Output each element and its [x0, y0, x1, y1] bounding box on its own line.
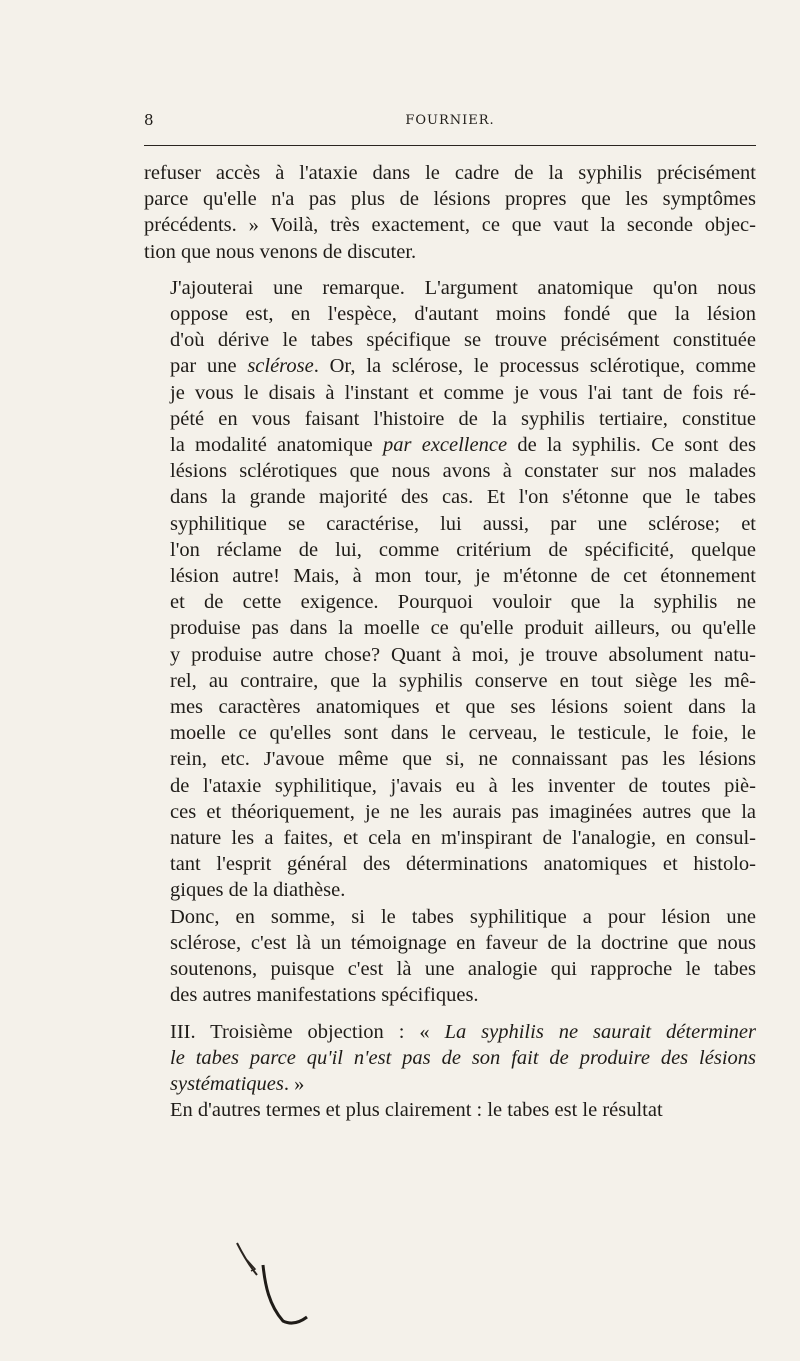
text-line: pété en vous faisant l'histoire de la syphilis tertiaire, constitue: [170, 407, 756, 430]
text-line: III. Troisième objection : « La syphilis ne saurait déterminer: [170, 1020, 756, 1043]
text-line: [144, 1045, 756, 1071]
paragraph: [144, 1097, 756, 1123]
text-line: oppose est, en l'espèce, d'autant moins fondé que la lésion: [170, 303, 756, 326]
italic-text: La syphilis ne saurait déterminer: [444, 1020, 756, 1043]
text-line: lésions sclérotiques que nous avons à constater sur nos malades: [170, 460, 756, 483]
text-line: par une sclérose. Or, la sclérose, le processus sclérotique, comme: [170, 355, 756, 378]
italic-text: le tabes parce qu'il n'est pas de son fait de produire des lésions: [170, 1046, 756, 1069]
text-line: Donc, en somme, si le tabes syphilitique a pour lésion une: [170, 905, 756, 928]
text-line: rein, etc. J'avoue même que si, ne connaissant pas les lésions: [170, 748, 756, 771]
text-line: d'où dérive le tabes spécifique se trouve précisément constituée: [170, 329, 756, 352]
text-line: soutenons, puisque c'est là une analogie qui rapproche le tabes: [170, 958, 756, 981]
text-line: moelle ce qu'elles sont dans le cerveau, le testicule, le foie, le: [170, 722, 756, 745]
text-line: l'on réclame de lui, comme critérium de spécificité, quelque: [170, 538, 756, 561]
text-line: des autres manifestations spécifiques.: [170, 984, 479, 1007]
text-line: y produise autre chose? Quant à moi, je trouve absolument natu-: [170, 643, 756, 666]
text-line: refuser accès à l'ataxie dans le cadre de la syphilis précisément: [144, 162, 756, 184]
text-line: lésion autre! Mais, à mon tour, je m'étonne de cet étonnement: [170, 565, 756, 588]
text-line: précédents. » Voilà, très exactement, ce que vaut la seconde objec-: [144, 214, 756, 237]
paragraph: [144, 160, 756, 265]
text-line: de l'ataxie syphilitique, j'avais eu à les inventer de toutes piè-: [170, 774, 756, 797]
text-line: systématiques. »: [170, 1072, 305, 1095]
italic-text: sclérose: [247, 355, 314, 378]
text-line: la modalité anatomique par excellence de la syphilis. Ce sont des: [170, 434, 756, 457]
text-line: nature les a faites, et cela en m'inspirant de l'analogie, en consul-: [170, 827, 756, 850]
text-line: produise pas dans la moelle ce qu'elle produit ailleurs, ou qu'elle: [170, 617, 756, 640]
text-line: tant l'esprit général des déterminations anatomiques et histolo-: [170, 853, 756, 876]
paragraph: [144, 275, 756, 904]
text-line: ces et théoriquement, je ne les aurais pas imaginées autres que la: [170, 800, 756, 823]
italic-text: par excellence: [382, 434, 508, 457]
page-number: 8: [144, 111, 154, 129]
running-title: FOURNIER.: [405, 113, 495, 128]
italic-text: systématiques: [170, 1072, 284, 1095]
body-text: [144, 160, 756, 1123]
text-line: dans la grande majorité des cas. Et l'on s'étonne que le tabes: [170, 486, 756, 509]
text-line: giques de la diathèse.: [170, 879, 346, 902]
text-line: parce qu'elle n'a pas plus de lésions propres que les symptômes: [144, 188, 756, 211]
text-line: syphilitique se caractérise, lui aussi, par une sclérose; et: [170, 512, 756, 535]
pen-stroke-mark: [225, 1235, 315, 1330]
text-line: J'ajouterai une remarque. L'argument anatomique qu'on nous: [170, 276, 756, 299]
text-line: je vous le disais à l'instant et comme je vous l'ai tant de fois ré-: [170, 381, 756, 404]
text-line: En d'autres termes et plus clairement : le tabes est le résultat: [170, 1099, 663, 1122]
header-rule: [144, 145, 756, 146]
running-head: [144, 111, 756, 133]
paragraph: [144, 904, 756, 1009]
text-line: et de cette exigence. Pourquoi vouloir que la syphilis ne: [170, 591, 756, 614]
text-line: tion que nous venons de discuter.: [144, 240, 417, 263]
text-line: mes caractères anatomiques et que ses lésions soient dans la: [170, 696, 756, 719]
text-line: rel, au contraire, que la syphilis conserve en tout siège les mê-: [170, 669, 756, 692]
paragraph: [144, 1019, 756, 1098]
text-line: sclérose, c'est là un témoignage en faveur de la doctrine que nous: [170, 931, 756, 954]
